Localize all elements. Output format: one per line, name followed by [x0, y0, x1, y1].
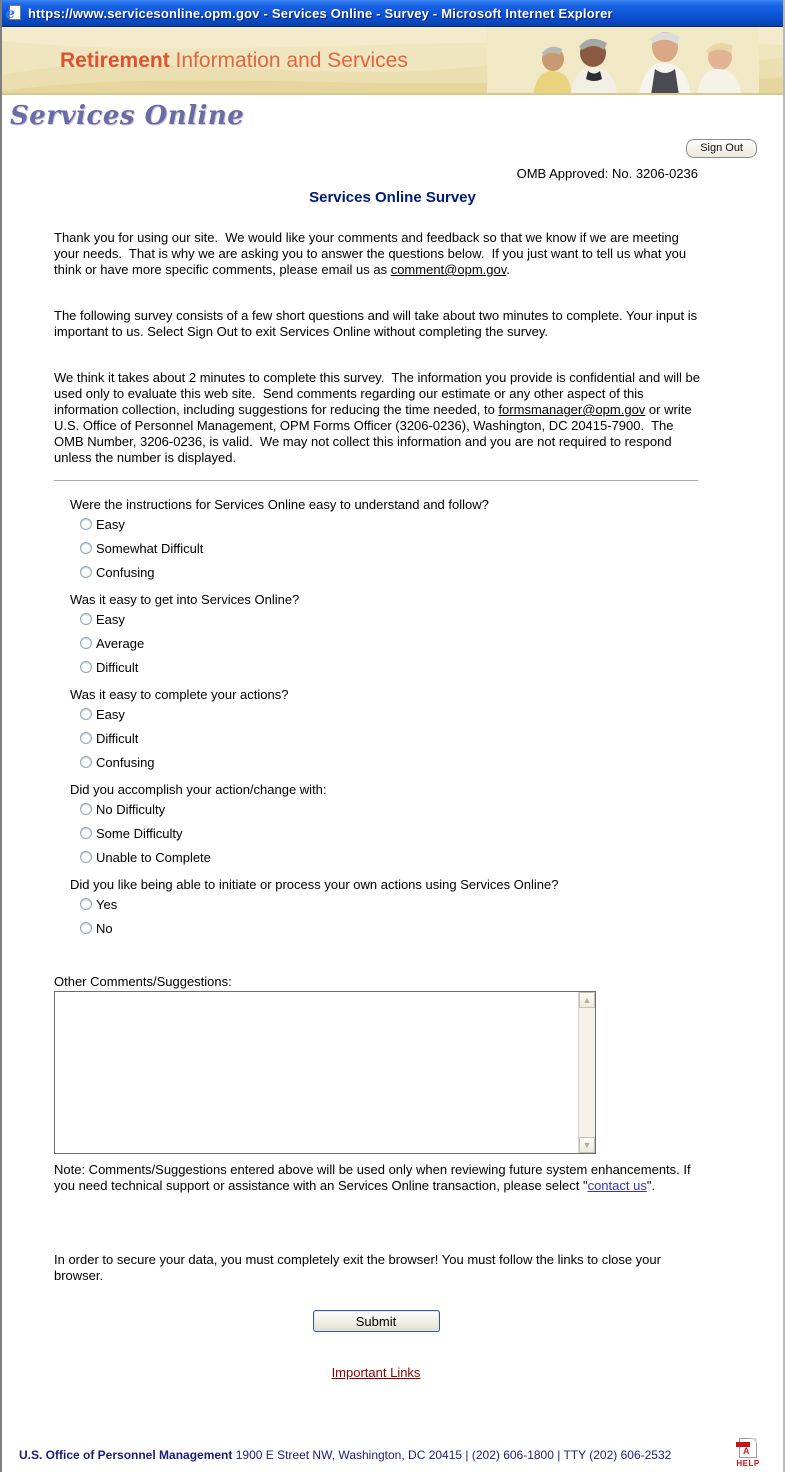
- textarea-scrollbar[interactable]: [578, 992, 595, 1153]
- option-row: [80, 845, 783, 869]
- scroll-down-arrow-icon[interactable]: ▼: [579, 1137, 595, 1153]
- pdf-help-link[interactable]: [735, 1438, 761, 1468]
- contact-us-link[interactable]: contact us: [587, 1178, 647, 1193]
- option-row: [80, 750, 783, 774]
- banner-heading-rest: Information and Services: [169, 49, 408, 72]
- survey-questions: [2, 489, 783, 940]
- page-footer: [2, 1438, 783, 1472]
- option-row: [80, 536, 783, 560]
- scroll-up-arrow-icon[interactable]: ▲: [579, 992, 595, 1008]
- omb-notice-paragraph: [54, 370, 704, 466]
- radio-option-label: Yes: [96, 896, 118, 912]
- radio-button[interactable]: [80, 566, 92, 578]
- option-row: [80, 821, 783, 845]
- secure-data-notice: In order to secure your data, you must completely exit the browser! You must follow the links to close your browser.: [54, 1252, 665, 1283]
- question-label: Was it easy to complete your actions?: [70, 687, 289, 702]
- comments-label: Other Comments/Suggestions:: [54, 974, 232, 989]
- comment-email-link[interactable]: comment@opm.gov: [390, 262, 507, 277]
- footer-address: 1900 E Street NW, Washington, DC 20415 | (202) 606-1800 | TTY (202) 606-2532: [235, 1448, 672, 1462]
- radio-option-label: Unable to Complete: [96, 849, 211, 865]
- option-row: [80, 631, 783, 655]
- question-label: Did you accomplish your action/change with:: [70, 782, 327, 797]
- seniors-photo: [487, 27, 759, 95]
- radio-option-label: Difficult: [96, 659, 139, 675]
- comments-note-text: Note: Comments/Suggestions entered above will be used only when reviewing future system enhancements. If you need technical support or assistance with an Services Online transaction, please select ": [54, 1162, 695, 1193]
- radio-button[interactable]: [80, 613, 92, 625]
- services-online-logo: Services Online: [10, 101, 245, 131]
- option-row: [80, 916, 783, 940]
- option-row: [80, 512, 783, 536]
- radio-option-label: No: [96, 920, 113, 936]
- radio-option-label: Easy: [96, 611, 125, 627]
- omb-notice-text: We think it takes about 2 minutes to complete this survey. The information you provide is confidential and will be used only to evaluate this web site. Send comments regarding our estimate or any other aspect of this information collection, including suggestions for reducing the time needed, to: [54, 370, 704, 417]
- window-title: https://www.servicesonline.opm.gov - Services Online - Survey - Microsoft Internet Explorer: [28, 6, 613, 21]
- important-links-link[interactable]: Important Links: [331, 1365, 421, 1380]
- question-label: Was it easy to get into Services Online?: [70, 592, 300, 607]
- radio-option-label: Easy: [96, 706, 125, 722]
- survey-description-paragraph: The following survey consists of a few short questions and will take about two minutes to complete. Your input is important to us. Select Sign Out to exit Services Online without completing the survey.: [54, 308, 701, 339]
- option-row: [80, 892, 783, 916]
- option-row: [80, 702, 783, 726]
- banner-heading: [60, 49, 408, 73]
- radio-button[interactable]: [80, 851, 92, 863]
- omb-notice-end: or write U.S. Office of Personnel Management, OPM Forms Officer (3206-0236), Washington, DC 20415-7900. The OMB Number, 3206-0236, is valid. We may not collect this information and you are not required to respond unless the number is displayed.: [54, 402, 696, 465]
- radio-button[interactable]: [80, 542, 92, 554]
- banner-heading-bold: Retirement: [60, 49, 170, 72]
- radio-button[interactable]: [80, 827, 92, 839]
- radio-option-label: Confusing: [96, 564, 155, 580]
- formsmanager-email-link[interactable]: formsmanager@opm.gov: [498, 402, 646, 417]
- question-label: Did you like being able to initiate or process your own actions using Services Online?: [70, 877, 559, 892]
- option-row: [80, 655, 783, 679]
- comments-note-end: ".: [646, 1178, 656, 1193]
- comments-textarea[interactable]: [55, 992, 578, 1153]
- intro-paragraph-end: .: [506, 262, 510, 277]
- radio-option-label: Easy: [96, 516, 125, 532]
- radio-button[interactable]: [80, 732, 92, 744]
- pdf-file-icon: A: [739, 1438, 757, 1458]
- ie-titlebar: [2, 0, 783, 27]
- submit-button[interactable]: Submit: [313, 1310, 440, 1332]
- internet-explorer-icon: e: [6, 5, 23, 22]
- radio-button[interactable]: [80, 518, 92, 530]
- radio-button[interactable]: [80, 898, 92, 910]
- omb-approval-text: OMB Approved: No. 3206-0236: [516, 166, 698, 181]
- option-row: [80, 726, 783, 750]
- option-row: [80, 607, 783, 631]
- comments-note: [54, 1162, 704, 1194]
- comments-textarea-frame: [54, 991, 596, 1154]
- radio-option-label: Some Difficulty: [96, 825, 183, 841]
- footer-agency-name: U.S. Office of Personnel Management: [19, 1448, 233, 1462]
- question-label: Were the instructions for Services Online easy to understand and follow?: [70, 497, 489, 512]
- radio-option-label: Average: [96, 635, 145, 651]
- retirement-banner: [2, 27, 783, 95]
- radio-button[interactable]: [80, 708, 92, 720]
- option-row: [80, 797, 783, 821]
- option-row: [80, 560, 783, 584]
- radio-button[interactable]: [80, 922, 92, 934]
- radio-option-label: Difficult: [96, 730, 139, 746]
- page-content: [2, 101, 783, 1382]
- radio-button[interactable]: [80, 661, 92, 673]
- radio-option-label: Somewhat Difficult: [96, 540, 204, 556]
- radio-button[interactable]: [80, 756, 92, 768]
- radio-option-label: Confusing: [96, 754, 155, 770]
- radio-option-label: No Difficulty: [96, 801, 166, 817]
- radio-button[interactable]: [80, 803, 92, 815]
- radio-button[interactable]: [80, 637, 92, 649]
- help-label: HELP: [736, 1459, 760, 1468]
- intro-paragraph-text: Thank you for using our site. We would like your comments and feedback so that we know if we are meeting your needs. That is why we are asking you to answer the questions below. If you just want to tell us what you think or have more specific comments, please email us as: [54, 230, 690, 277]
- sign-out-button[interactable]: Sign Out: [686, 139, 757, 158]
- section-divider: [54, 480, 698, 481]
- intro-paragraph: [54, 230, 704, 278]
- page-title: Services Online Survey: [309, 189, 476, 206]
